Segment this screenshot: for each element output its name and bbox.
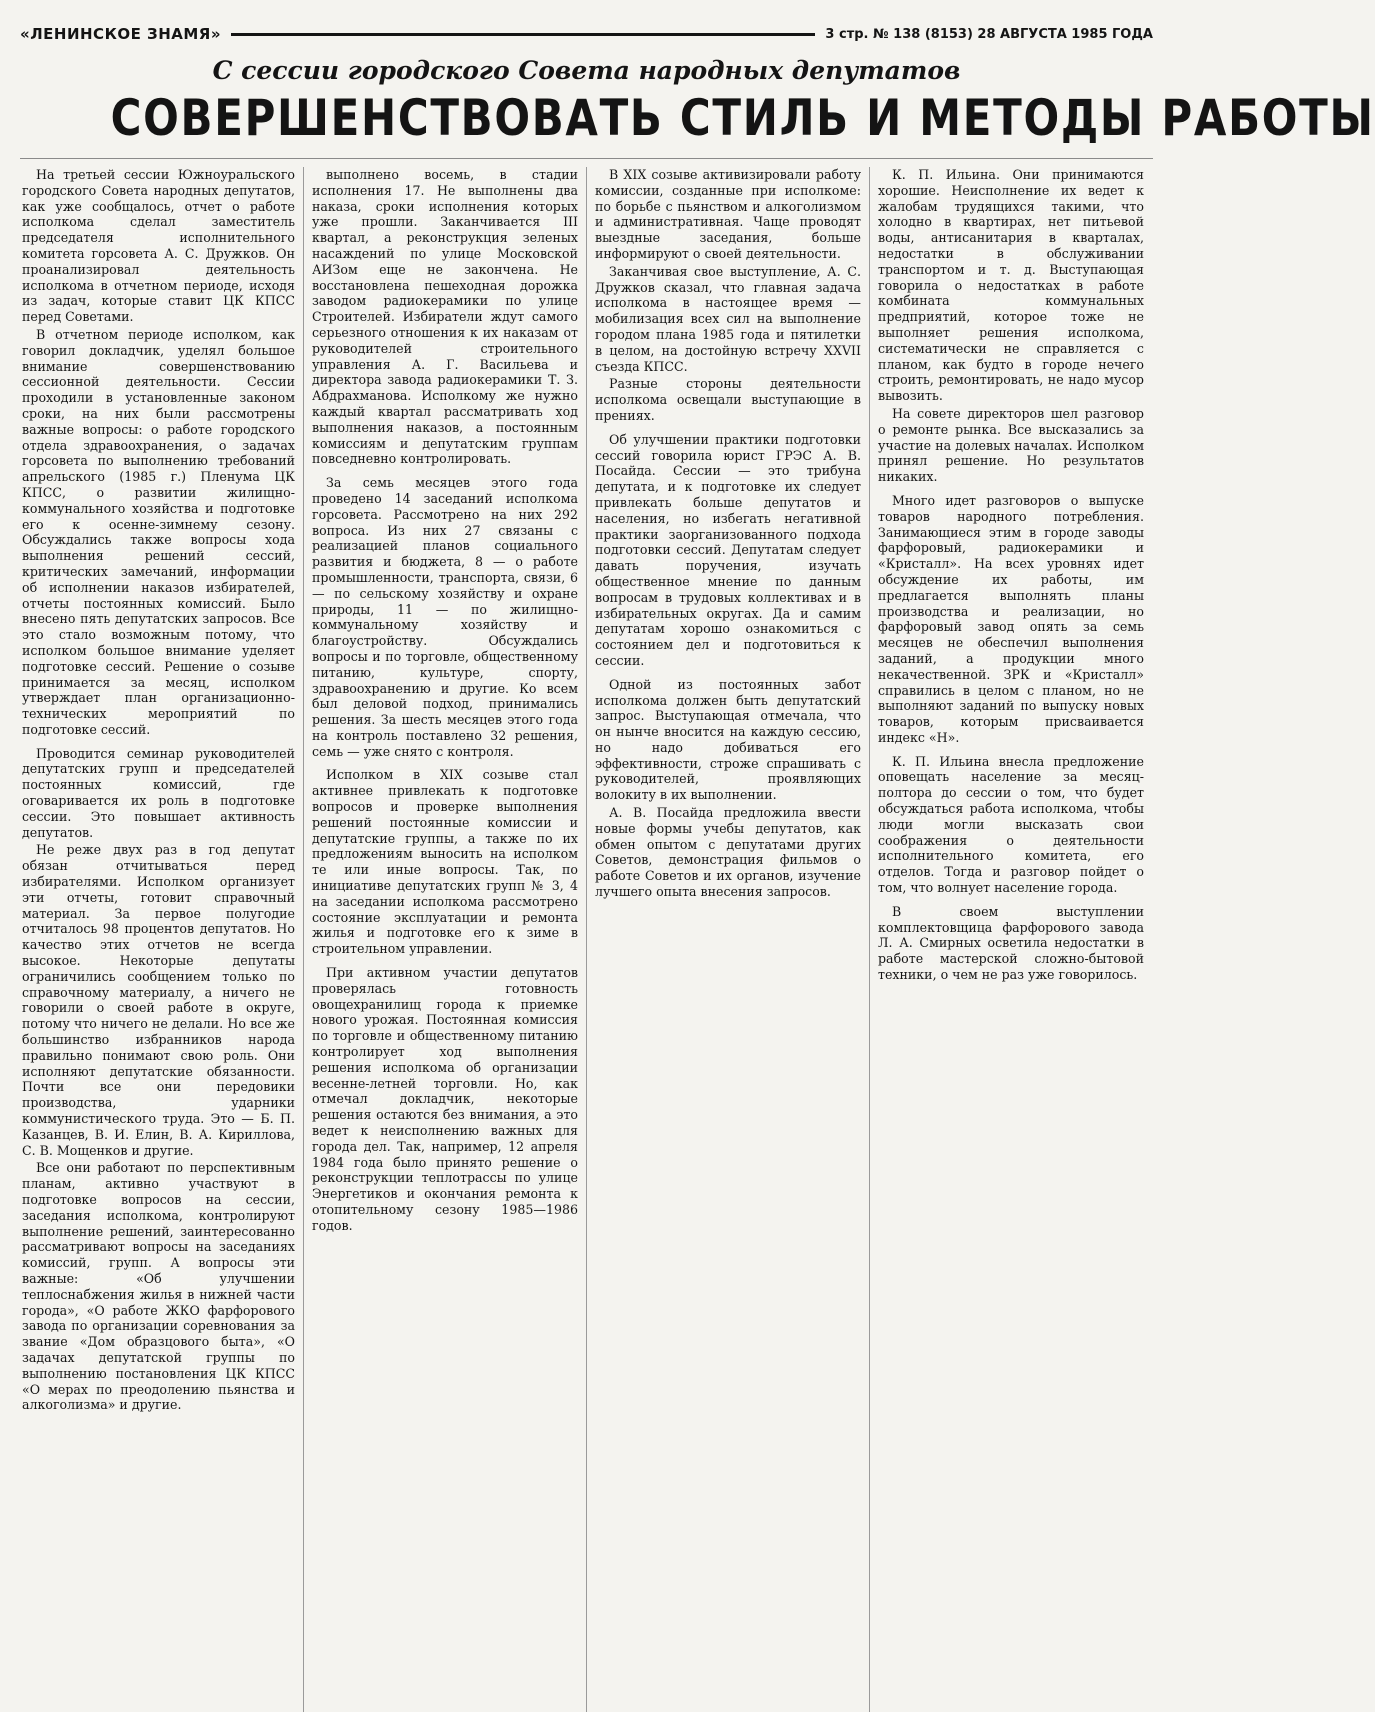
paragraph: Заканчивая свое выступление, А. С. Дружков сказал, что главная задача исполкома в настоящее время — мобилизация всех сил на выполнение городом плана 1985 года и пятилетки в целом, на достойную встречу XXVII съезда КПСС. [595, 263, 861, 374]
paragraph: Об улучшении практики подготовки сессий говорила юрист ГРЭС А. В. Посайда. Сессии — это трибуна депутата, и к подготовке их следует привлекать больше депутатов и населения, но избегать негативной практики заорганизованного подхода подготовки сессий. Депутатам следует давать поручения, изучать общественное мнение по данным вопросам в трудовых коллективах и в избирательных округах. Да и самим депутатам хорошо ознакомиться с состоянием дел и подготовиться к сессии. [595, 431, 861, 668]
paragraph: Проводится семинар руководителей депутатских групп и председателей постоянных комиссий, где оговаривается их роль в подготовке сессии. Это повышает активность депутатов. [22, 745, 295, 840]
article-kicker: С сессии городского Совета народных депутатов [212, 56, 961, 85]
article-columns [20, 158, 1153, 1712]
paragraph: К. П. Ильина внесла предложение оповещать население за месяц-полтора до сессии о том, что будет обсуждаться работа исполкома, чтобы люди могли высказать свои соображения о деятельности исполнительного комитета, его отделов. Тогда и разговор пойдет о том, что волнует население города. [878, 753, 1144, 896]
issue-info: 3 стр. № 138 (8153) 28 АВГУСТА 1985 ГОДА [825, 26, 1153, 42]
paragraph: Разные стороны деятельности исполкома освещали выступающие в прениях. [595, 376, 861, 423]
text-column-2 [303, 167, 586, 1712]
paragraph: За семь месяцев этого года проведено 14 заседаний исполкома горсовета. Рассмотрено на них 292 вопроса. Из них 27 связаны с реализацией планов социального развития и бюджета, 8 — о работе промышленности, транспорта, связи, 6 — по сельскому хозяйству и охране природы, 11 — по жилищно-коммунальному хозяйству и благоустройству. Обсуждались вопросы и по торговле, общественному питанию, культуре, спорту, здравоохранению и другие. Ко всем был деловой подход, принимались решения. За шесть месяцев этого года на контроль поставлено 32 решения, семь — уже снято с контроля. [312, 475, 578, 759]
paper-name: «ЛЕНИНСКОЕ ЗНАМЯ» [20, 25, 222, 43]
paragraph: А. В. Посайда предложила ввести новые формы учебы депутатов, как обмен опытом с депутатами других Советов, демонстрация фильмов о работе Советов и их органов, изучение лучшего опыта внесения запросов. [595, 805, 861, 900]
masthead-rule [231, 33, 815, 36]
paragraph: Не реже двух раз в год депутат обязан отчитываться перед избирателями. Исполком организует эти отчеты, готовит справочный материал. За первое полугодие отчиталось 98 процентов депутатов. Но качество этих отчетов не всегда высокое. Некоторые депутаты ограничились сообщением только по справочному материалу, а ничего не говорили о своей работе в округе, потому что ничего не делали. Но все же большинство избранников народа правильно понимают свою роль. Они исполняют депутатские обязанности. Почти все они передовики производства, ударники коммунистического труда. Это — Б. П. Казанцев, В. И. Елин, В. А. Кириллова, С. В. Мощенков и другие. [22, 842, 295, 1158]
paragraph: При активном участии депутатов проверялась готовность овощехранилищ города к приемке нового урожая. Постоянная комиссия по торговле и общественному питанию контролирует ход выполнения решения исполкома об организации весенне-летней торговли. Но, как отмечал докладчик, некоторые решения остаются без внимания, а это ведет к неисполнению важных для города дел. Так, например, 12 апреля 1984 года было принято решение о реконструкции теплотрассы по улице Энергетиков и окончания ремонта к отопительному сезону 1985—1986 годов. [312, 965, 578, 1233]
paragraph: Все они работают по перспективным планам, активно участвуют в подготовке вопросов на сессии, заседания исполкома, контролируют выполнение решений, заинтересованно рассматривают вопросы на заседаниях комиссий, групп. А вопросы эти важные: «Об улучшении теплоснабжения жилья в нижней части города», «О работе ЖКО фарфорового завода по организации соревнования за звание «Дом образцового быта», «О задачах депутатской группы по выполнению постановления ЦК КПСС «О мерах по преодолению пьянства и алкоголизма» и другие. [22, 1160, 295, 1413]
paragraph: Одной из постоянных забот исполкома должен быть депутатский запрос. Выступающая отмечала, что он нынче вносится на каждую сессию, но надо добиваться его эффективности, строже спрашивать с руководителей, проявляющих волокиту в их выполнении. [595, 676, 861, 803]
paragraph: выполнено восемь, в стадии исполнения 17. Не выполнены два наказа, сроки исполнения которых уже прошли. Заканчивается III квартал, а реконструкция зеленых насаждений по улице Московской АИЗом еще не закончена. Не восстановлена пешеходная дорожка заводом радиокерамики по улице Строителей. Избиратели ждут самого серьезного отношения к их наказам от руководителей строительного управления А. Г. Васильева и директора завода радиокерамики Т. З. Абдрахманова. Исполкому же нужно каждый квартал рассматривать ход выполнения наказов, а постоянным комиссиям и депутатским группам повседневно контролировать. [312, 167, 578, 467]
text-column-4 [869, 167, 1152, 1712]
paragraph: Много идет разговоров о выпуске товаров народного потребления. Занимающиеся этим в городе заводы фарфоровый, радиокерамики и «Кристалл». На всех уровнях идет обсуждение их работы, им предлагается выполнять планы производства и реализации, но фарфоровый завод опять за семь месяцев не обеспечил выполнения заданий, а продукции много некачественной. ЗРК и «Кристалл» справились в целом с планом, но не выполняют заданий по выпуску новых товаров, которым присваивается индекс «Н». [878, 492, 1144, 745]
article-headline: СОВЕРШЕНСТВОВАТЬ СТИЛЬ И МЕТОДЫ РАБОТЫ [110, 89, 1375, 147]
masthead [20, 22, 1153, 46]
paragraph: Исполком в XIX созыве стал активнее привлекать к подготовке вопросов и проверке выполнения решений постоянные комиссии и депутатские группы, а также по их предложениям выносить на исполком те или иные вопросы. Так, по инициативе депутатских групп № 3, 4 на заседании исполкома рассмотрено состояние эксплуатации и ремонта жилья и подготовке его к зиме в строительном управлении. [312, 767, 578, 957]
text-column-3 [586, 167, 869, 1712]
paragraph: На совете директоров шел разговор о ремонте рынка. Все высказались за участие на долевых началах. Исполком принял решение. Но результатов никаких. [878, 405, 1144, 485]
text-column-1 [20, 167, 303, 1712]
paragraph: В отчетном периоде исполком, как говорил докладчик, уделял большое внимание совершенствованию сессионной деятельности. Сессии проходили в установленные законом сроки, на них были рассмотрены важные вопросы: о работе городского отдела здравоохранения, о задачах горсовета по выполнению требований апрельского (1985 г.) Пленума ЦК КПСС, о развитии жилищно-коммунального хозяйства и подготовке его к осенне-зимнему сезону. Обсуждались также вопросы хода выполнения решений сессий, критических замечаний, информации об исполнении наказов избирателей, отчеты постоянных комиссий. Было внесено пять депутатских запросов. Все это стало возможным потому, что исполком большое внимание уделяет подготовке сессий. Решение о созыве принимается за месяц, исполком утверждает план организационно-технических мероприятий по подготовке сессий. [22, 326, 295, 737]
paragraph: В XIX созыве активизировали работу комиссии, созданные при исполкоме: по борьбе с пьянством и алкоголизмом и административная. Чаще проводят выездные заседания, больше информируют о своей деятельности. [595, 167, 861, 261]
paragraph: На третьей сессии Южноуральского городского Совета народных депутатов, как уже сообщалось, отчет о работе исполкома сделал заместитель председателя исполнительного комитета горсовета А. С. Дружков. Он проанализировал деятельность исполкома в отчетном периоде, исходя из задач, которые ставит ЦК КПСС перед Советами. [22, 167, 295, 325]
paragraph: К. П. Ильина. Они принимаются хорошие. Неисполнение их ведет к жалобам трудящихся такими, что холодно в квартирах, нет питьевой воды, антисанитария в кварталах, недостатки в обслуживании транспортом и т. д. Выступающая говорила о недостатках в работе комбината коммунальных предприятий, которое тоже не выполняет решения исполкома, систематически не справляется с планом, как будто в городе нечего строить, ремонтировать, не надо мусор вывозить. [878, 167, 1144, 404]
paragraph: В своем выступлении комплектовщица фарфорового завода Л. А. Смирных осветила недостатки в работе мастерской сложно-бытовой техники, о чем не раз уже говорилось. [878, 903, 1144, 983]
